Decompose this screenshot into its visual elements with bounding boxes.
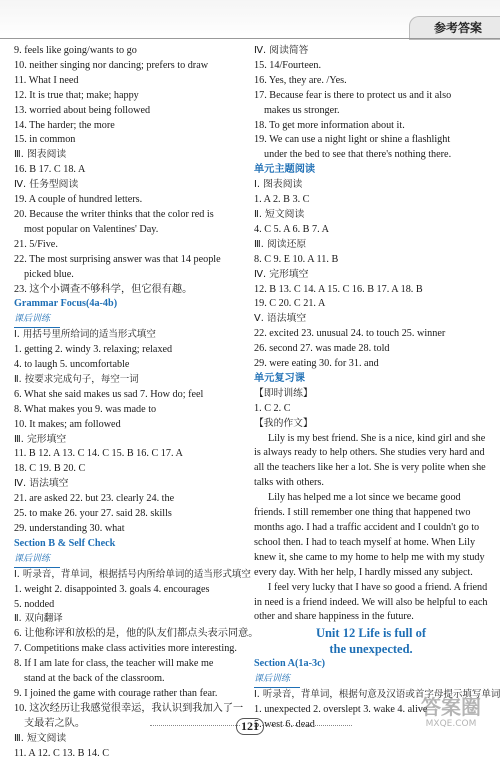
answer-line: 8. C 9. E 10. A 11. B xyxy=(254,253,339,265)
answer-line-continued: under the bed to see that there's nothing there. xyxy=(264,149,452,161)
answer-line: 20. Because the writer thinks that the color red is xyxy=(14,208,214,220)
essay-paragraph: I feel very lucky that I have so good a friend. A friend in need is a friend indeed. We will also be helpful to each other and share happiness in the future. xyxy=(254,581,488,623)
exercise-instruction: Ⅰ. 用括号里所给词的适当形式填空 xyxy=(14,329,156,341)
answer-line: 22. The most surprising answer was that 14 people xyxy=(14,253,221,265)
unit-title: Unit 12 Life is full of xyxy=(315,626,427,641)
section-heading: Ⅰ. 图表阅读 xyxy=(254,179,303,191)
section-heading: Ⅳ. 阅读简答 xyxy=(254,45,309,56)
practice-label: 课后训练 xyxy=(14,312,60,328)
answer-line: 15. in common xyxy=(14,134,76,146)
section-title: Section B & Self Check xyxy=(14,537,116,549)
answer-line: 11. B 12. A 13. C 14. C 15. B 16. C 17. A xyxy=(14,448,183,460)
answer-line: 8. If I am late for class, the teacher will make me xyxy=(14,658,214,670)
header-title: 参考答案 xyxy=(433,21,482,35)
answer-line: 10. It makes; am followed xyxy=(14,418,121,430)
answer-line: 23. 这个小调查不够科学，但它很有趣。 xyxy=(14,283,193,295)
answer-line: 12. It is true that; make; happy xyxy=(14,89,139,101)
exercise-instruction: Ⅰ. 听录音，背单词，根据括号内所给单词的适当形式填空 xyxy=(14,568,251,580)
answer-line: 1. getting 2. windy 3. relaxing; relaxed xyxy=(14,344,173,356)
answer-line: 1. weight 2. disappointed 3. goals 4. encourages xyxy=(14,583,210,595)
answer-line: 16. B 17. C 18. A xyxy=(14,164,86,176)
section-heading: 【我的作文】 xyxy=(254,417,313,429)
section-heading: 【即时训练】 xyxy=(254,387,313,399)
section-heading: Ⅲ. 完形填空 xyxy=(14,433,67,445)
answer-line: 19. C 20. C 21. A xyxy=(254,298,326,310)
section-heading: Ⅲ. 图表阅读 xyxy=(14,149,67,161)
practice-label-row xyxy=(14,312,248,328)
answer-line: 25. to make 26. your 27. said 28. skills xyxy=(14,508,172,520)
answer-line: 18. C 19. B 20. C xyxy=(14,463,86,475)
header-divider xyxy=(0,38,500,39)
practice-label-row xyxy=(254,672,488,688)
essay-paragraph: Lily has helped me a lot since we became good friends. I still remember one thing that happened two months ago. I had a traffic accident and I couldn't go to school then. I had to teach myself at home. When Lily knew it, she came to my home to help me with my study every day. With her help, I hardly missed any subject. xyxy=(254,492,485,578)
answer-line: 19. A couple of hundred letters. xyxy=(14,194,143,206)
answer-line: 18. To get more information about it. xyxy=(254,119,405,131)
watermark-title: 答案圈 xyxy=(421,695,481,719)
answer-line: 5. west 6. dead xyxy=(254,718,315,730)
practice-label-row xyxy=(14,552,248,568)
answer-line: 16. Yes, they are. /Yes. xyxy=(254,74,347,86)
exercise-instruction: Ⅱ. 按要求完成句子，每空一词 xyxy=(14,373,139,385)
answer-line: 6. What she said makes us sad 7. How do; feel xyxy=(14,388,204,400)
answer-line: 9. feels like going/wants to go xyxy=(14,45,137,56)
answer-line: 17. Because fear is there to protect us and it also xyxy=(254,89,452,101)
answer-line: 15. 14/Fourteen. xyxy=(254,59,322,71)
section-heading: Ⅲ. 阅读还原 xyxy=(254,238,307,250)
answer-line-continued: 支最若之队。 xyxy=(24,717,86,729)
section-heading: Ⅳ. 完形填空 xyxy=(254,268,309,280)
section-title: Grammar Focus(4a-4b) xyxy=(14,298,118,310)
section-heading: Ⅱ. 短文阅读 xyxy=(254,208,305,220)
answer-line: 19. We can use a night light or shine a flashlight xyxy=(254,134,451,146)
answer-line: 1. C 2. C xyxy=(254,402,291,414)
exercise-instruction: Ⅰ. 听录音，背单词，根据句意及汉语或首字母提示填写单词 xyxy=(254,689,500,701)
answer-line: 11. A 12. C 13. B 14. C xyxy=(14,747,110,759)
answer-line: 5. nodded xyxy=(14,598,55,610)
answer-line-continued: makes us stronger. xyxy=(264,104,340,116)
answer-line: 1. A 2. B 3. C xyxy=(254,194,310,206)
answer-line: 26. second 27. was made 28. told xyxy=(254,343,390,355)
answer-line: 7. Competitions make class activities more interesting. xyxy=(14,643,237,655)
section-title: 单元主题阅读 xyxy=(254,164,316,176)
practice-label: 课后训练 xyxy=(14,552,60,568)
answer-line: 10. 这次经历让我感觉很幸运，我认识到我加入了一 xyxy=(14,702,244,714)
section-heading: Ⅳ. 任务型阅读 xyxy=(14,179,79,191)
answer-line: 1. unexpected 2. overslept 3. wake 4. alive xyxy=(254,704,428,716)
exercise-instruction: Ⅱ. 双向翻译 xyxy=(14,613,63,625)
answer-line: 11. What I need xyxy=(14,74,79,86)
essay-paragraph: Lily is my best friend. She is a nice, kind girl and she is always ready to help others. She studies very hard and all the teachers like her a lot. She is very polite when she talks with others. xyxy=(254,432,486,489)
answer-line: 22. excited 23. unusual 24. to touch 25. winner xyxy=(254,328,446,340)
unit-title: the unexpected. xyxy=(329,642,413,657)
answer-line: 13. worried about being followed xyxy=(14,104,151,116)
answer-line: 29. were eating 30. for 31. and xyxy=(254,358,379,370)
answer-line: 14. The harder; the more xyxy=(14,119,115,131)
answer-line: 21. 5/Five. xyxy=(14,238,58,250)
answer-line-continued: most popular on Valentines' Day. xyxy=(24,223,159,235)
section-title: Section A(1a-3c) xyxy=(254,658,326,670)
section-heading: Ⅲ. 短文阅读 xyxy=(14,732,67,744)
answer-line: 29. understanding 30. what xyxy=(14,523,125,534)
answer-line: 4. to laugh 5. uncomfortable xyxy=(14,359,130,371)
right-column xyxy=(254,44,500,733)
watermark-logo xyxy=(408,696,494,734)
watermark-url: MXQE.COM xyxy=(425,719,477,729)
answer-line-continued: stand at the back of the classroom. xyxy=(24,673,165,685)
section-heading: Ⅳ. 语法填空 xyxy=(14,478,69,490)
page-number: 121 xyxy=(236,718,264,735)
answer-line: 6. 让他称评和放松的是，他的队友们都点头表示同意。 xyxy=(14,628,259,640)
answer-line: 12. B 13. C 14. A 15. C 16. B 17. A 18. B xyxy=(254,283,423,295)
answer-line: 9. I joined the game with courage rather than fear. xyxy=(14,687,218,699)
practice-label: 课后训练 xyxy=(254,672,300,688)
answer-line-continued: picked blue. xyxy=(24,268,74,280)
answer-line: 21. are asked 22. but 23. clearly 24. the xyxy=(14,493,175,505)
section-title: 单元复习课 xyxy=(254,372,305,384)
answer-line: 4. C 5. A 6. B 7. A xyxy=(254,223,330,235)
answer-line: 8. What makes you 9. was made to xyxy=(14,403,157,415)
section-heading: Ⅴ. 语法填空 xyxy=(254,313,307,325)
answer-line: 10. neither singing nor dancing; prefers to draw xyxy=(14,59,209,71)
